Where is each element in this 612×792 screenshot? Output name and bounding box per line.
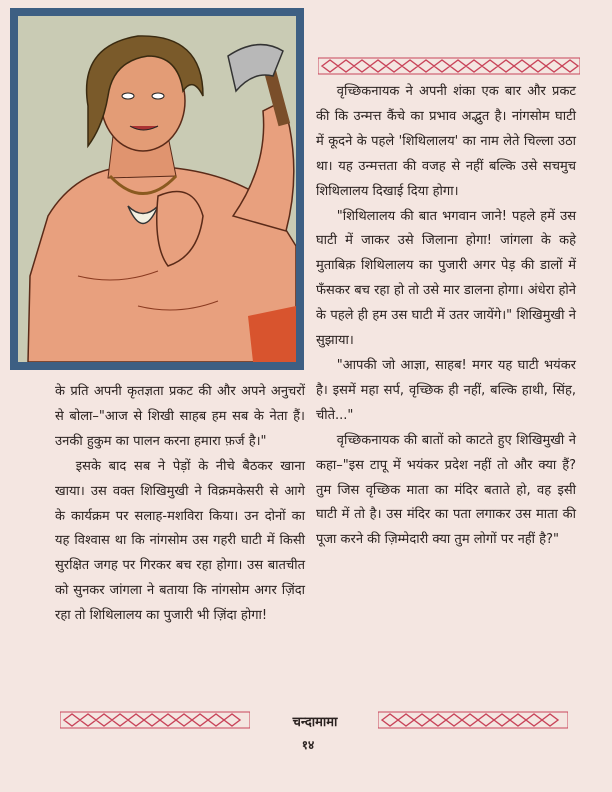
story-illustration-frame (10, 8, 304, 370)
paragraph: "शिथिलालय की बात भगवान जाने! पहले हमें उस घाटी में जाकर उसे जिलाना होगा! जांगला के कहे मुताबिक़ शिथिलालय का पुजारी अगर पेड़ की डालों में फँसकर बच रहा हो तो उसे मार डालना होगा। अंधेरा होने के पहले ही हम उस घाटी में उतर जायेंगे।" शिखिमुखी ने सुझाया। (316, 208, 576, 349)
bottom-right-decorative-border (378, 710, 568, 730)
top-decorative-border (318, 56, 580, 76)
page-number: १४ (301, 738, 315, 752)
tribal-man-illustration (18, 16, 296, 362)
magazine-name: चन्दामामा (292, 715, 338, 730)
paragraph: "आपकी जो आज्ञा, साहब! मगर यह घाटी भयंकर है। इसमें महा सर्प, वृच्छिक ही नहीं, बल्कि हाथी, सिंह, चीते..." (316, 357, 576, 423)
paragraph: वृच्छिकनायक की बातों को काटते हुए शिखिमुखी ने कहा–"इस टापू में भयंकर प्रदेश नहीं तो और क्या हैं? तुम जिस वृच्छिक माता का मंदिर बताते हो, वह इसी घाटी में तो है। उस मंदिर का पता लगाकर उस माता की पूजा करने की ज़िम्मेदारी क्या तुम लोगों पर नहीं है?" (316, 432, 576, 548)
paragraph: वृच्छिकनायक ने अपनी शंका एक बार और प्रकट की कि उन्मत्त कैंचे का प्रभाव अद्भुत है। नांगसोम घाटी में कूदने के पहले 'शिथिलालय' का नाम लेते चिल्ला उठा था। यह उन्मत्तता की वजह से नहीं बल्कि उसे सचमुच शिथिलालय दिखाई दिया होगा। (316, 84, 576, 199)
left-text-column (55, 380, 305, 629)
paragraph: इसके बाद सब ने पेड़ों के नीचे बैठकर खाना खाया। उस वक्त शिखिमुखी ने विक्रमकेसरी से आगे के कार्यक्रम पर सलाह-मशविरा किया। उन दोनों का यह विश्वास था कि नांगसोम उस गहरी घाटी में किसी सुरक्षित जगह पर गिरकर बच रहा होगा। उस बातचीत को सुनकर जांगला ने बताया कि नांगसोम अगर ज़िंदा रहा तो शिथिलालय का पुजारी भी ज़िंदा होगा! (55, 458, 305, 624)
story-illustration (18, 16, 296, 362)
paragraph: के प्रति अपनी कृतज्ञता प्रकट की और अपने अनुचरों से बोला–"आज से शिखी साहब हम सब के नेता हैं। उनकी हुकुम का पालन करना हमारा फ़र्ज है।" (55, 384, 305, 449)
bottom-left-decorative-border (60, 710, 250, 730)
right-text-column (316, 80, 576, 553)
